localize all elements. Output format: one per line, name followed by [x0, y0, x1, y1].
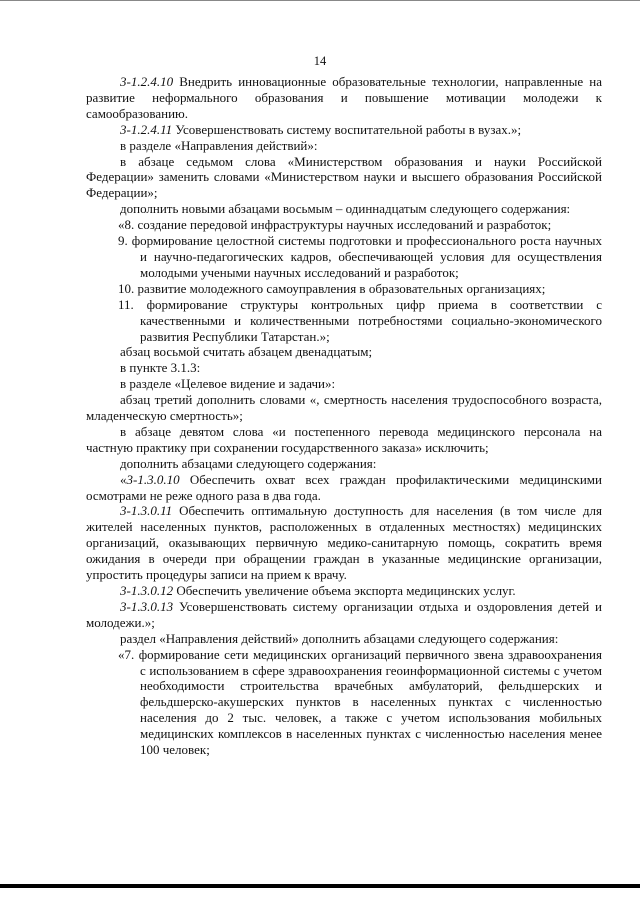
- item-code: 3-1.3.0.11: [120, 503, 173, 519]
- list-item-7: «7. формирование сети медицинских организаций первичного звена здравоохранения с использованием в сфере здравоохранения геоинформационной системы с учетом необходимости строительства врачебных амбулаторий, фельдшерских и фельдшерско-акушерских пунктов в населенных пунктах с численностью населения до 2 тыс. человек, а также с учетом использования мобильных медицинских комплексов в населенных пунктах с численностью населения менее 100 человек;: [118, 646, 602, 758]
- scan-edge-line: [0, 0, 640, 1]
- paragraph-clause-3-1-3: в пункте 3.1.3:: [120, 360, 201, 376]
- paragraph-text: Обеспечить оптимальную доступность для населения (в том числе для жителей населенных пунктов, расположенных в отдаленных местностях) медицинских организаций, оказывающих первичную медико-санитарную помощь, сократить время ожидания в очереди при обращении граждан в указанные медицинские организации, упростить процедуры записи на прием к врачу.: [86, 503, 602, 583]
- paragraph-text: Усовершенствовать систему воспитательной работы в вузах.»;: [172, 121, 522, 137]
- list-item-9: 9. формирование целостной системы подготовки и профессионального роста научных и научно-педагогических кадров, обеспечивающей условия для осуществления молодыми учеными научных исследований и разработок;: [118, 233, 602, 280]
- item-code: 3-1.3.0.10: [126, 471, 180, 487]
- paragraph-3-1-2-4-11: [86, 122, 602, 138]
- paragraph-3-1-3-0-12: [86, 583, 602, 599]
- paragraph-3-1-3-0-11: [86, 503, 602, 583]
- paragraph-text: Внедрить инновационные образовательные технологии, направленные на развитие неформального образования и повышение мотивации молодежи к самообразованию.: [86, 74, 602, 121]
- list-item-11: 11. формирование структуры контрольных цифр приема в соответствии с качественными и количественными потребностями социально-экономического развития Республики Татарстан.»;: [118, 296, 602, 344]
- paragraph-add-following: дополнить абзацами следующего содержания:: [120, 455, 377, 471]
- item-code: 3-1.2.4.10: [120, 74, 174, 89]
- list-item-8: «8. создание передовой инфраструктуры научных исследований и разработок;: [118, 217, 552, 233]
- paragraph-directions-add: раздел «Направления действий» дополнить абзацами следующего содержания:: [120, 630, 559, 646]
- paragraph-3-1-3-0-10: [86, 472, 602, 504]
- page-number: 14: [313, 54, 327, 68]
- item-code: 3-1.3.0.13: [120, 598, 174, 614]
- paragraph-text: Усовершенствовать систему организации отдыха и оздоровления детей и молодежи.»;: [86, 598, 602, 630]
- paragraph-text: Обеспечить охват всех граждан профилактическими медицинскими осмотрами не реже одного раза в два года.: [86, 471, 602, 503]
- paragraph-mortality: абзац третий дополнить словами «, смертность населения трудоспособного возраста, младенческую смертность»;: [86, 392, 602, 424]
- paragraph-section-directions: в разделе «Направления действий»:: [120, 137, 318, 153]
- quote-mark: «: [120, 471, 127, 487]
- paragraph-3-1-3-0-13: [86, 599, 602, 631]
- item-code: 3-1.3.0.12: [120, 583, 174, 598]
- paragraph-add-paragraphs: дополнить новыми абзацами восьмым – одиннадцатым следующего содержания:: [120, 201, 571, 217]
- paragraph-exclude-words: в абзаце девятом слова «и постепенного перевода медицинского персонала на частную практику при сохранении государственного заказа» исключить;: [86, 423, 602, 455]
- document-body: [86, 74, 602, 758]
- paragraph-section-vision: в разделе «Целевое видение и задачи»:: [120, 376, 336, 392]
- item-code: 3-1.2.4.11: [120, 121, 173, 137]
- paragraph-text: Обеспечить увеличение объема экспорта медицинских услуг.: [173, 583, 516, 598]
- scan-bottom-edge: [0, 884, 640, 888]
- paragraph-replace-ministry: в абзаце седьмом слова «Министерством образования и науки Российской Федерации» заменить словами «Министерством науки и высшего образования Российской Федерации»;: [86, 153, 602, 201]
- paragraph-renumber: абзац восьмой считать абзацем двенадцатым;: [120, 344, 373, 360]
- list-item-10: 10. развитие молодежного самоуправления в образовательных организациях;: [118, 280, 546, 296]
- paragraph-3-1-2-4-10: [86, 74, 602, 122]
